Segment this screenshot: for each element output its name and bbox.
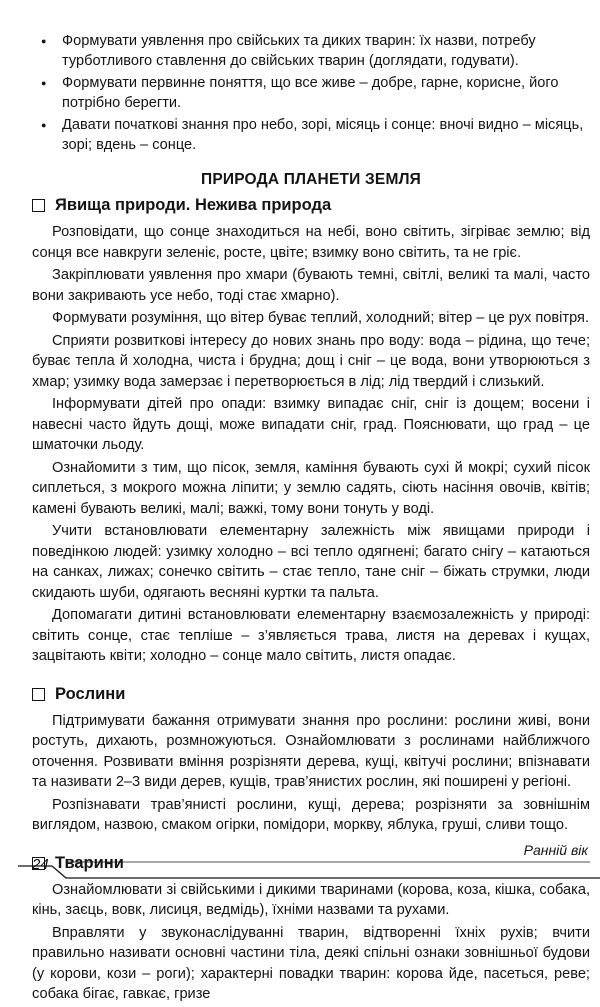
paragraph: Формувати розуміння, що вітер буває теплий, холодний; вітер – це рух повітря. [52, 310, 589, 326]
paragraph: Закріплювати уявлення про хмари (бувають темні, світлі, великі та малі, часто вони закривають усе небо, тоді стає хмарно). [32, 267, 590, 304]
paragraph: Інформувати дітей про опади: взимку випадає сніг, сніг із дощем; восени і навесні часто йдуть дощі, може випадати сніг, град. Пояснювати, що град – це шматочки льоду. [32, 396, 590, 453]
checkbox-square-icon [32, 199, 45, 212]
paragraph: Учити встановлювати елементарну залежність між явищами природи і поведінкою людей: узимку холодно – всі тепло одягнені; багато снігу – катаються на санках, лижах; сонечко світить – стає тепло, тане сніг – біжать струмки, люди скидають шуби, одягають весняні куртки та пальта. [32, 523, 590, 601]
subsection-title: Явища природи. Нежива природа [55, 196, 332, 214]
paragraph: Сприяти розвиткові інтересу до нових знань про воду: вода – рідина, що тече; буває тепла й холодна, чиста і брудна; дощ і сніг – це вода, вони утворюються з хмар; узимку вода замерзає і перетворюється в лід; лід твердий і слизький. [32, 332, 590, 390]
list-item: ● Формувати уявлення про свійських та диких тварин: їх назви, потребу турботливого ставлення до свійських тварин (доглядати, годувати). [32, 32, 590, 71]
page-number: 24 [32, 856, 49, 873]
goals-list [32, 32, 590, 155]
list-item: ● Формувати первинне поняття, що все живе – добре, гарне, корисне, його потрібно берегти. [32, 74, 590, 113]
checkbox-square-icon [32, 688, 45, 701]
subsection-heading-plants [32, 685, 590, 704]
subsection-title: Тварини [55, 853, 124, 872]
footer-rule [0, 838, 600, 882]
paragraph: Підтримувати бажання отримувати знання про рослини: рослини живі, вони ростуть, дихають, розмножуються. Ознайомлювати з рослинами найближчого оточення. Розвивати вміння розрізняти дерева, кущі, квітучі рослини; впізнавати та називати 2–3 види дерев, кущів, трав’янистих рослин, які поширені у регіоні. [32, 712, 590, 790]
section-title: ПРИРОДА ПЛАНЕТИ ЗЕМЛЯ [201, 171, 421, 188]
subsection-heading-nature [32, 196, 590, 215]
subsection-title: Рослини [55, 684, 126, 703]
paragraph: Ознайомити з тим, що пісок, земля, каміння бувають сухі й мокрі; сухий пісок сиплеться, з мокрого можна ліпити; у землю садять, сіють насіння овочів, квітів; камені бувають великі, малі; важкі, тому вони тонуть у воді. [32, 459, 590, 517]
page-footer [0, 838, 600, 882]
paragraph: Допомагати дитині встановлювати елементарну взаємозалежність у природі: світить сонце, стає тепліше – з’являється трава, листя на деревах і кущах, зацвітають квіти; холодно – сонце мало світить, листя опадає. [32, 607, 590, 664]
paragraph: Розпізнавати трав’янисті рослини, кущі, дерева; розрізняти за зовнішнім виглядом, назвою, смаком огірки, помідори, моркву, яблука, груші, сливи тощо. [32, 796, 590, 833]
running-title: Ранній вік [523, 842, 588, 858]
paragraph: Розповідати, що сонце знаходиться на небі, воно світить, зігріває землю; від сонця все навкруги зеленіє, росте, цвіте; взимку воно світить, та не гріє. [32, 224, 590, 261]
paragraph: Ознайомлювати зі свійськими і дикими тваринами (корова, коза, кішка, собака, кінь, заєць, вовк, лисиця, ведмідь), їхніми назвами та рухами. [32, 881, 590, 918]
list-item: ● Давати початкові знання про небо, зорі, місяць і сонце: вночі видно – місяць, зорі; вдень – сонце. [32, 116, 590, 155]
paragraph: Вправляти у звуконаслідуванні тварин, відтворенні їхніх рухів; вчити правильно називати основні частини тіла, деякі спільні ознаки зовнішньої будови (у корови, кози – роги); характерні повадки тварин: корова йде, пасеться, реве; собака бігає, гавкає, гризе [32, 924, 590, 1002]
